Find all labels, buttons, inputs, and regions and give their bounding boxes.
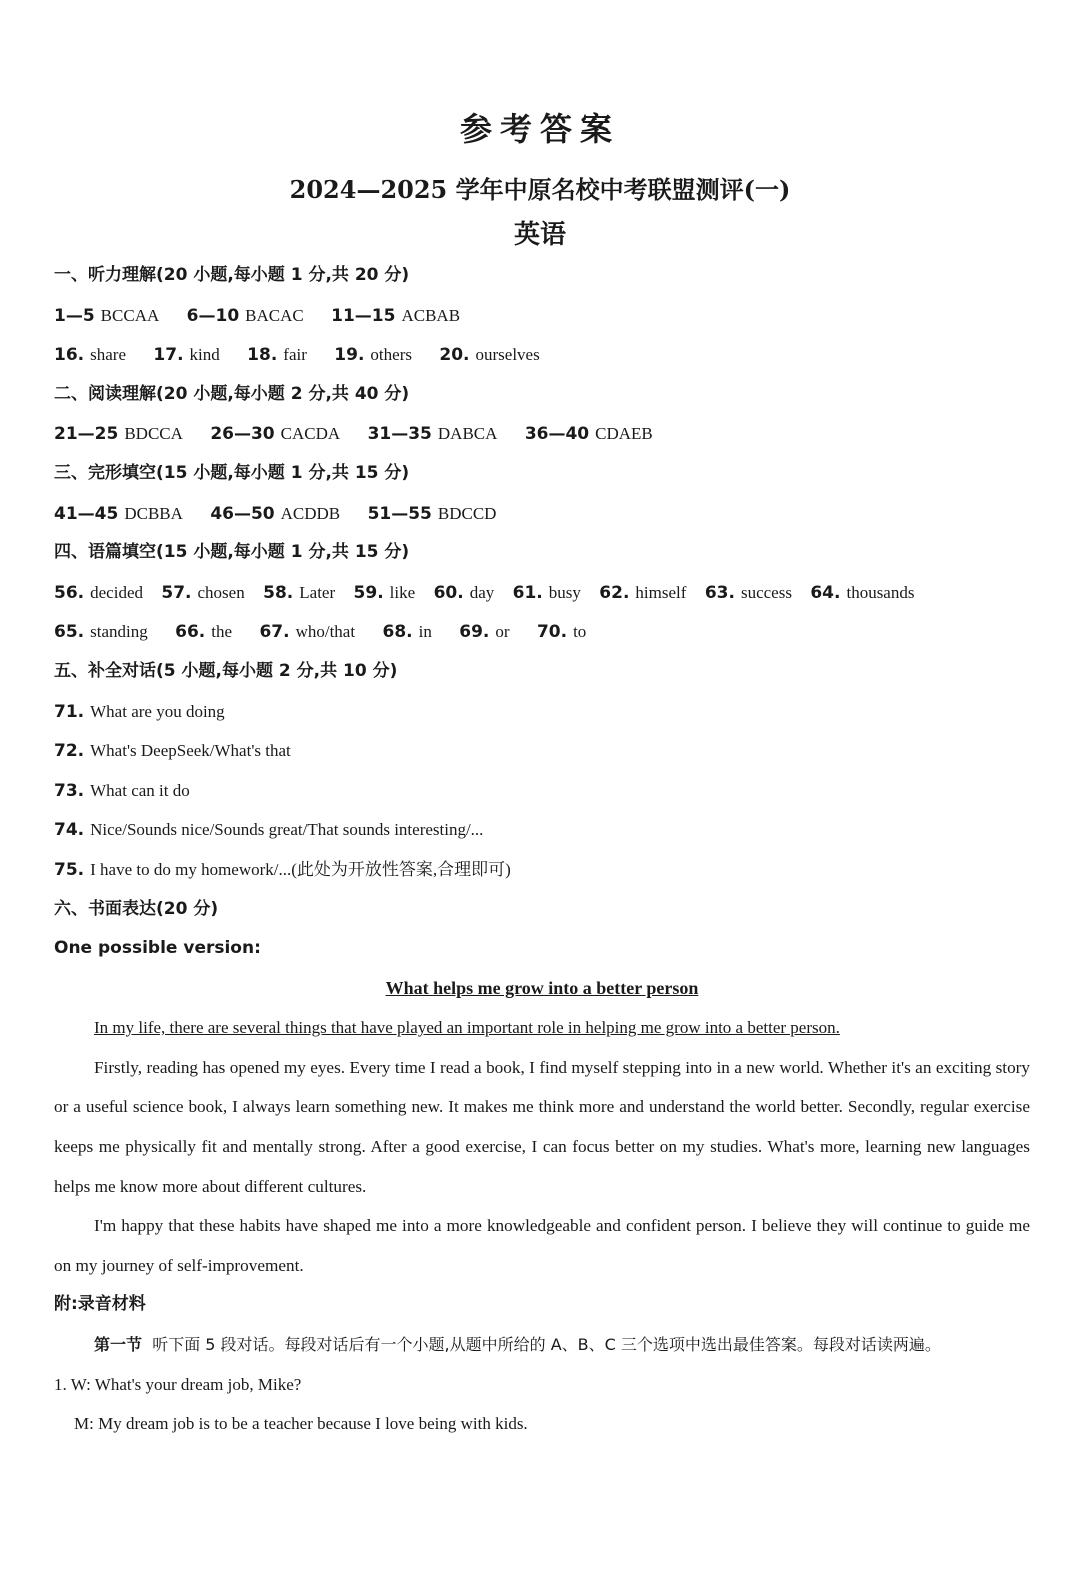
answer-item: 70. to xyxy=(536,622,587,643)
answer-content xyxy=(54,256,1030,1444)
answer-item: 67. who/that xyxy=(259,622,356,643)
answer-item: 68. in xyxy=(382,622,432,643)
answer-group: 26—30 CACDA xyxy=(210,424,341,445)
answer-group: 21—25 BDCCA xyxy=(54,424,183,445)
answer-item: 63. success xyxy=(704,582,792,603)
answer-item: 61. busy xyxy=(512,582,581,603)
answer-group: 51—55 BDCCD xyxy=(367,503,497,524)
answer-group: 6—10 BACAC xyxy=(186,305,304,326)
answer-group: 46—50 ACDDB xyxy=(210,503,341,524)
answer-item: 18. fair xyxy=(247,345,307,366)
passage-fill-answers-row-1 xyxy=(54,573,1030,613)
answer-item: 66. the xyxy=(175,622,233,643)
listening-answers-row-2 xyxy=(54,335,1030,375)
appendix-instruction xyxy=(54,1325,1030,1365)
section-passage-fill-heading: 四、语篇填空(15 小题,每小题 1 分,共 15 分) xyxy=(54,542,410,563)
answer-group: 1—5 BCCAA xyxy=(54,305,160,326)
answer-item: 59. like xyxy=(353,582,416,603)
dialog-line-w: 1. W: What's your dream job, Mike? xyxy=(54,1374,302,1394)
essay-title: What helps me grow into a better person xyxy=(385,977,699,998)
cloze-answers-row xyxy=(54,494,1030,534)
answer-item: 20. ourselves xyxy=(439,345,540,366)
instruction-text: 听下面 5 段对话。每段对话后有一个小题,从题中所给的 A、B、C 三个选项中选出最佳答案。每段对话读两遍。 xyxy=(152,1335,941,1355)
essay-paragraph-2: I'm happy that these habits have shaped me into a more knowledgeable and confident person. I believe they will continue to guide me on my journey of self-improvement. xyxy=(54,1216,1030,1275)
dialog-answer-74: 74. Nice/Sounds nice/Sounds great/That sounds interesting/... xyxy=(54,820,484,841)
dialog-answer-73: 73. What can it do xyxy=(54,780,190,801)
answer-group: 36—40 CDAEB xyxy=(524,424,653,445)
version-label: One possible version: xyxy=(54,938,261,959)
part-label: 第一节 xyxy=(94,1335,143,1355)
answer-item: 57. chosen xyxy=(161,582,245,603)
answer-item: 65. standing xyxy=(54,622,148,643)
answer-group: 41—45 DCBBA xyxy=(54,503,183,524)
section-cloze-heading: 三、完形填空(15 小题,每小题 1 分,共 15 分) xyxy=(54,462,410,483)
answer-group: 11—15 ACBAB xyxy=(331,305,461,326)
section-reading-heading: 二、阅读理解(20 小题,每小题 2 分,共 40 分) xyxy=(54,383,410,404)
subject-label: 英语 xyxy=(513,220,566,250)
dialog-answer-75: 75. I have to do my homework/...(此处为开放性答案,合理即可) xyxy=(54,859,511,880)
essay-opening-sentence: In my life, there are several things that have played an important role in helping me grow into a better person. xyxy=(94,1018,840,1038)
dialog-answer-72: 72. What's DeepSeek/What's that xyxy=(54,741,291,762)
section-listening-heading: 一、听力理解(20 小题,每小题 1 分,共 20 分) xyxy=(54,265,410,285)
reading-answers-row xyxy=(54,414,1030,454)
listening-answers-row-1 xyxy=(54,296,1030,336)
answer-item: 19. others xyxy=(334,345,412,366)
appendix-heading: 附:录音材料 xyxy=(54,1294,146,1315)
passage-fill-answers-row-2 xyxy=(54,612,1030,652)
answer-item: 69. or xyxy=(459,622,510,643)
section-writing-heading: 六、书面表达(20 分) xyxy=(54,898,219,919)
answer-item: 56. decided xyxy=(54,582,143,603)
exam-subtitle: 2024—2025 学年中原名校中考联盟测评(一) xyxy=(289,175,791,204)
essay-paragraph-1: Firstly, reading has opened my eyes. Every time I read a book, I find myself stepping into in a new world. Whether it's an exciting story or a useful science book, I always learn something new. It makes me think more and understand the world better. Secondly, regular exercise keeps me physically fit and mentally strong. After a good exercise, I can focus better on my studies. What's more, learning new languages helps me know more about different cultures. xyxy=(54,1057,1030,1196)
page-title: 参考答案 xyxy=(459,110,620,148)
answer-item: 64. thousands xyxy=(810,582,915,603)
answer-item: 17. kind xyxy=(153,345,220,366)
section-dialog-heading: 五、补全对话(5 小题,每小题 2 分,共 10 分) xyxy=(54,660,398,681)
answer-item: 58. Later xyxy=(263,582,336,603)
dialog-answer-71: 71. What are you doing xyxy=(54,701,225,722)
answer-item: 62. himself xyxy=(599,582,687,603)
answer-item: 16. share xyxy=(54,345,126,366)
answer-item: 60. day xyxy=(433,582,495,603)
answer-group: 31—35 DABCA xyxy=(367,424,498,445)
dialog-line-m: M: My dream job is to be a teacher because I love being with kids. xyxy=(74,1414,528,1434)
